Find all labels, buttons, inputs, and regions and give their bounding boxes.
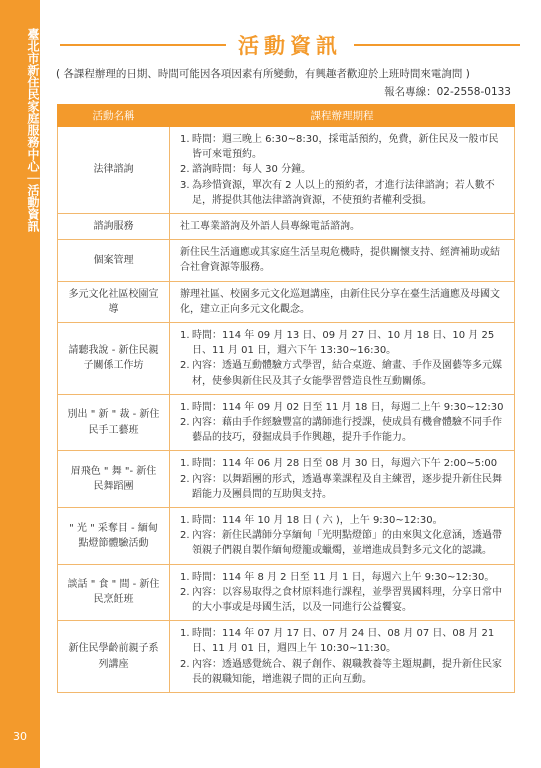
item-number: 1.: [180, 134, 190, 145]
schedule-item: [180, 132, 506, 162]
item-text: 時間：114 年 09 月 02 日至 11 月 18 日，每週二上午 9:30~12:30: [192, 401, 504, 413]
activity-name: 個案管理: [58, 240, 170, 281]
activity-schedule: [170, 214, 515, 240]
page-title: 活動資訊: [238, 34, 342, 58]
item-text: 內容：藉由手作經驗豐富的講師進行授課，使成員有機會體驗不同手作藝品的技巧，發掘成員手作興趣，提升手作能力。: [192, 417, 502, 444]
activity-schedule: [170, 564, 515, 621]
activity-name: 眉飛色 " 舞 "- 新住民舞蹈團: [58, 451, 170, 508]
table-row: [58, 451, 515, 508]
schedule-list: [180, 328, 506, 389]
item-text: 內容：新住民講師分享緬甸「光明點燈節」的由來與文化意涵，透過帶領親子們親自製作緬甸燈籠或蠟燭，並增進成員對多元文化的認識。: [192, 530, 502, 557]
activity-schedule: [170, 508, 515, 565]
table-header-row: [58, 105, 515, 127]
header-activity-name: 活動名稱: [58, 105, 170, 127]
schedule-list: [180, 570, 506, 616]
schedule-list: [180, 132, 506, 208]
item-text: 時間：114 年 07 月 17 日、07 月 24 日、08 月 07 日、08 月 21 日、11 月 01 日，週四上午 10:30~11:30。: [192, 628, 495, 655]
schedule-list: [180, 456, 506, 502]
item-text: 時間：114 年 8 月 2 日至 11 月 1 日，每週六上午 9:30~12:30。: [192, 571, 495, 583]
schedule-item: [180, 528, 506, 558]
schedule-list: [180, 626, 506, 687]
registration-hotline: 報名專線：02-2558-0133: [384, 86, 511, 98]
activity-schedule: [170, 451, 515, 508]
schedule-item: [180, 178, 506, 208]
item-number: 1.: [180, 458, 190, 470]
item-text: 內容：以容易取得之食材原料進行課程，並學習異國料理，分享日常中的大小事或是母國生活，以及一同進行公益饗宴。: [192, 586, 502, 614]
schedule-list: [180, 513, 506, 559]
table-row: [58, 281, 515, 322]
item-number: 1.: [180, 628, 190, 640]
sidebar-label: 臺北市新住民家庭服務中心｜活動資訊: [26, 28, 40, 232]
page-number: 30: [13, 730, 27, 743]
schedule-item: [180, 415, 506, 445]
activity-name: 新住民學齡前親子系列講座: [58, 621, 170, 693]
item-number: 2.: [180, 360, 190, 372]
schedule-note: ( 各課程辦理的日期、時間可能因各項因素有所變動，有興趣者歡迎於上班時間來電詢問 ): [56, 68, 470, 80]
item-text: 時間：114 年 10 月 18 日 ( 六 )，上午 9:30~12:30。: [192, 515, 443, 527]
item-text: 時間：週三晚上 6:30~8:30，採電話預約，免費，新住民及一般市民皆可來電預約。: [192, 134, 499, 161]
table-row: [58, 323, 515, 395]
item-number: 1.: [180, 401, 190, 413]
item-number: 3.: [180, 179, 190, 191]
schedule-item: [180, 570, 506, 585]
table-row: [58, 214, 515, 240]
item-number: 2.: [180, 164, 190, 176]
table-row: [58, 564, 515, 621]
item-text: 時間：114 年 09 月 13 日、09 月 27 日、10 月 18 日、10 月 25 日、11 月 01 日，週六下午 13:30~16:30。: [192, 330, 495, 357]
table-row: [58, 508, 515, 565]
schedule-item: [180, 657, 506, 687]
title-row: [60, 32, 520, 58]
schedule-item: [180, 162, 506, 177]
activity-name: 法律諮詢: [58, 127, 170, 214]
activity-schedule: [170, 323, 515, 395]
header-schedule: 課程辦理期程: [170, 105, 515, 127]
schedule-item: [180, 472, 506, 502]
schedule-text: 新住民生活適應或其家庭生活呈現危機時，提供關懷支持、經濟補助或結合社會資源等服務。: [180, 247, 500, 274]
item-number: 2.: [180, 417, 190, 429]
activity-name: 談話 " 食 " 間 - 新住民烹飪班: [58, 564, 170, 621]
schedule-item: [180, 456, 506, 471]
item-number: 2.: [180, 530, 190, 542]
schedule-item: [180, 328, 506, 358]
schedule-item: [180, 513, 506, 528]
item-text: 內容：透過感覺統合、親子創作、親職教養等主題規劃，提升新住民家長的親職知能，增進親子間的正向互動。: [192, 658, 502, 685]
schedule-list: [180, 400, 506, 446]
schedule-item: [180, 626, 506, 656]
activity-schedule: [170, 127, 515, 214]
table-body: [58, 127, 515, 693]
item-number: 1.: [180, 330, 190, 342]
activity-schedule: [170, 621, 515, 693]
activity-table: [57, 104, 515, 693]
item-number: 2.: [180, 473, 190, 485]
schedule-text: 社工專業諮詢及外語人員專線電話諮詢。: [180, 221, 360, 233]
item-number: 2.: [180, 586, 190, 598]
activity-name: 諮詢服務: [58, 214, 170, 240]
activity-name: 別出 " 新 " 裁 - 新住民手工藝班: [58, 394, 170, 451]
item-text: 為珍惜資源，單次有 2 人以上的預約者，才進行法律諮詢；若人數不足，將提供其他法律諮詢資源，不使預約者權利受損。: [192, 179, 495, 206]
activity-name: 請聽我說 - 新住民親子關係工作坊: [58, 323, 170, 395]
schedule-text: 辦理社區、校園多元文化巡迴講座，由新住民分享在臺生活適應及母國文化，建立正向多元文化觀念。: [180, 288, 500, 315]
table-row: [58, 240, 515, 281]
schedule-item: [180, 400, 506, 415]
activity-schedule: [170, 394, 515, 451]
item-text: 內容：透過互動體驗方式學習，結合桌遊、繪畫、手作及園藝等多元媒材，使參與新住民及其子女能學習營造良性互動關係。: [192, 360, 502, 387]
schedule-item: [180, 585, 506, 615]
table-row: [58, 621, 515, 693]
item-number: 1.: [180, 515, 190, 527]
item-number: 1.: [180, 571, 190, 583]
table-row: [58, 394, 515, 451]
item-text: 諮詢時間：每人 30 分鐘。: [192, 164, 312, 176]
activity-schedule: [170, 240, 515, 281]
activity-name: " 光 " 采奪目 - 緬甸點燈節體驗活動: [58, 508, 170, 565]
item-text: 內容：以舞蹈團的形式，透過專業課程及自主練習，逐步提升新住民舞蹈能力及團員間的互助與支持。: [192, 473, 502, 500]
activity-name: 多元文化社區校園宣導: [58, 281, 170, 322]
item-text: 時間：114 年 06 月 28 日至 08 月 30 日，每週六下午 2:00~5:00: [192, 458, 498, 470]
schedule-item: [180, 358, 506, 388]
sidebar: [0, 0, 40, 768]
title-line-right: [354, 44, 520, 46]
title-line-left: [60, 44, 226, 46]
table-row: [58, 127, 515, 214]
activity-schedule: [170, 281, 515, 322]
item-number: 2.: [180, 658, 190, 670]
